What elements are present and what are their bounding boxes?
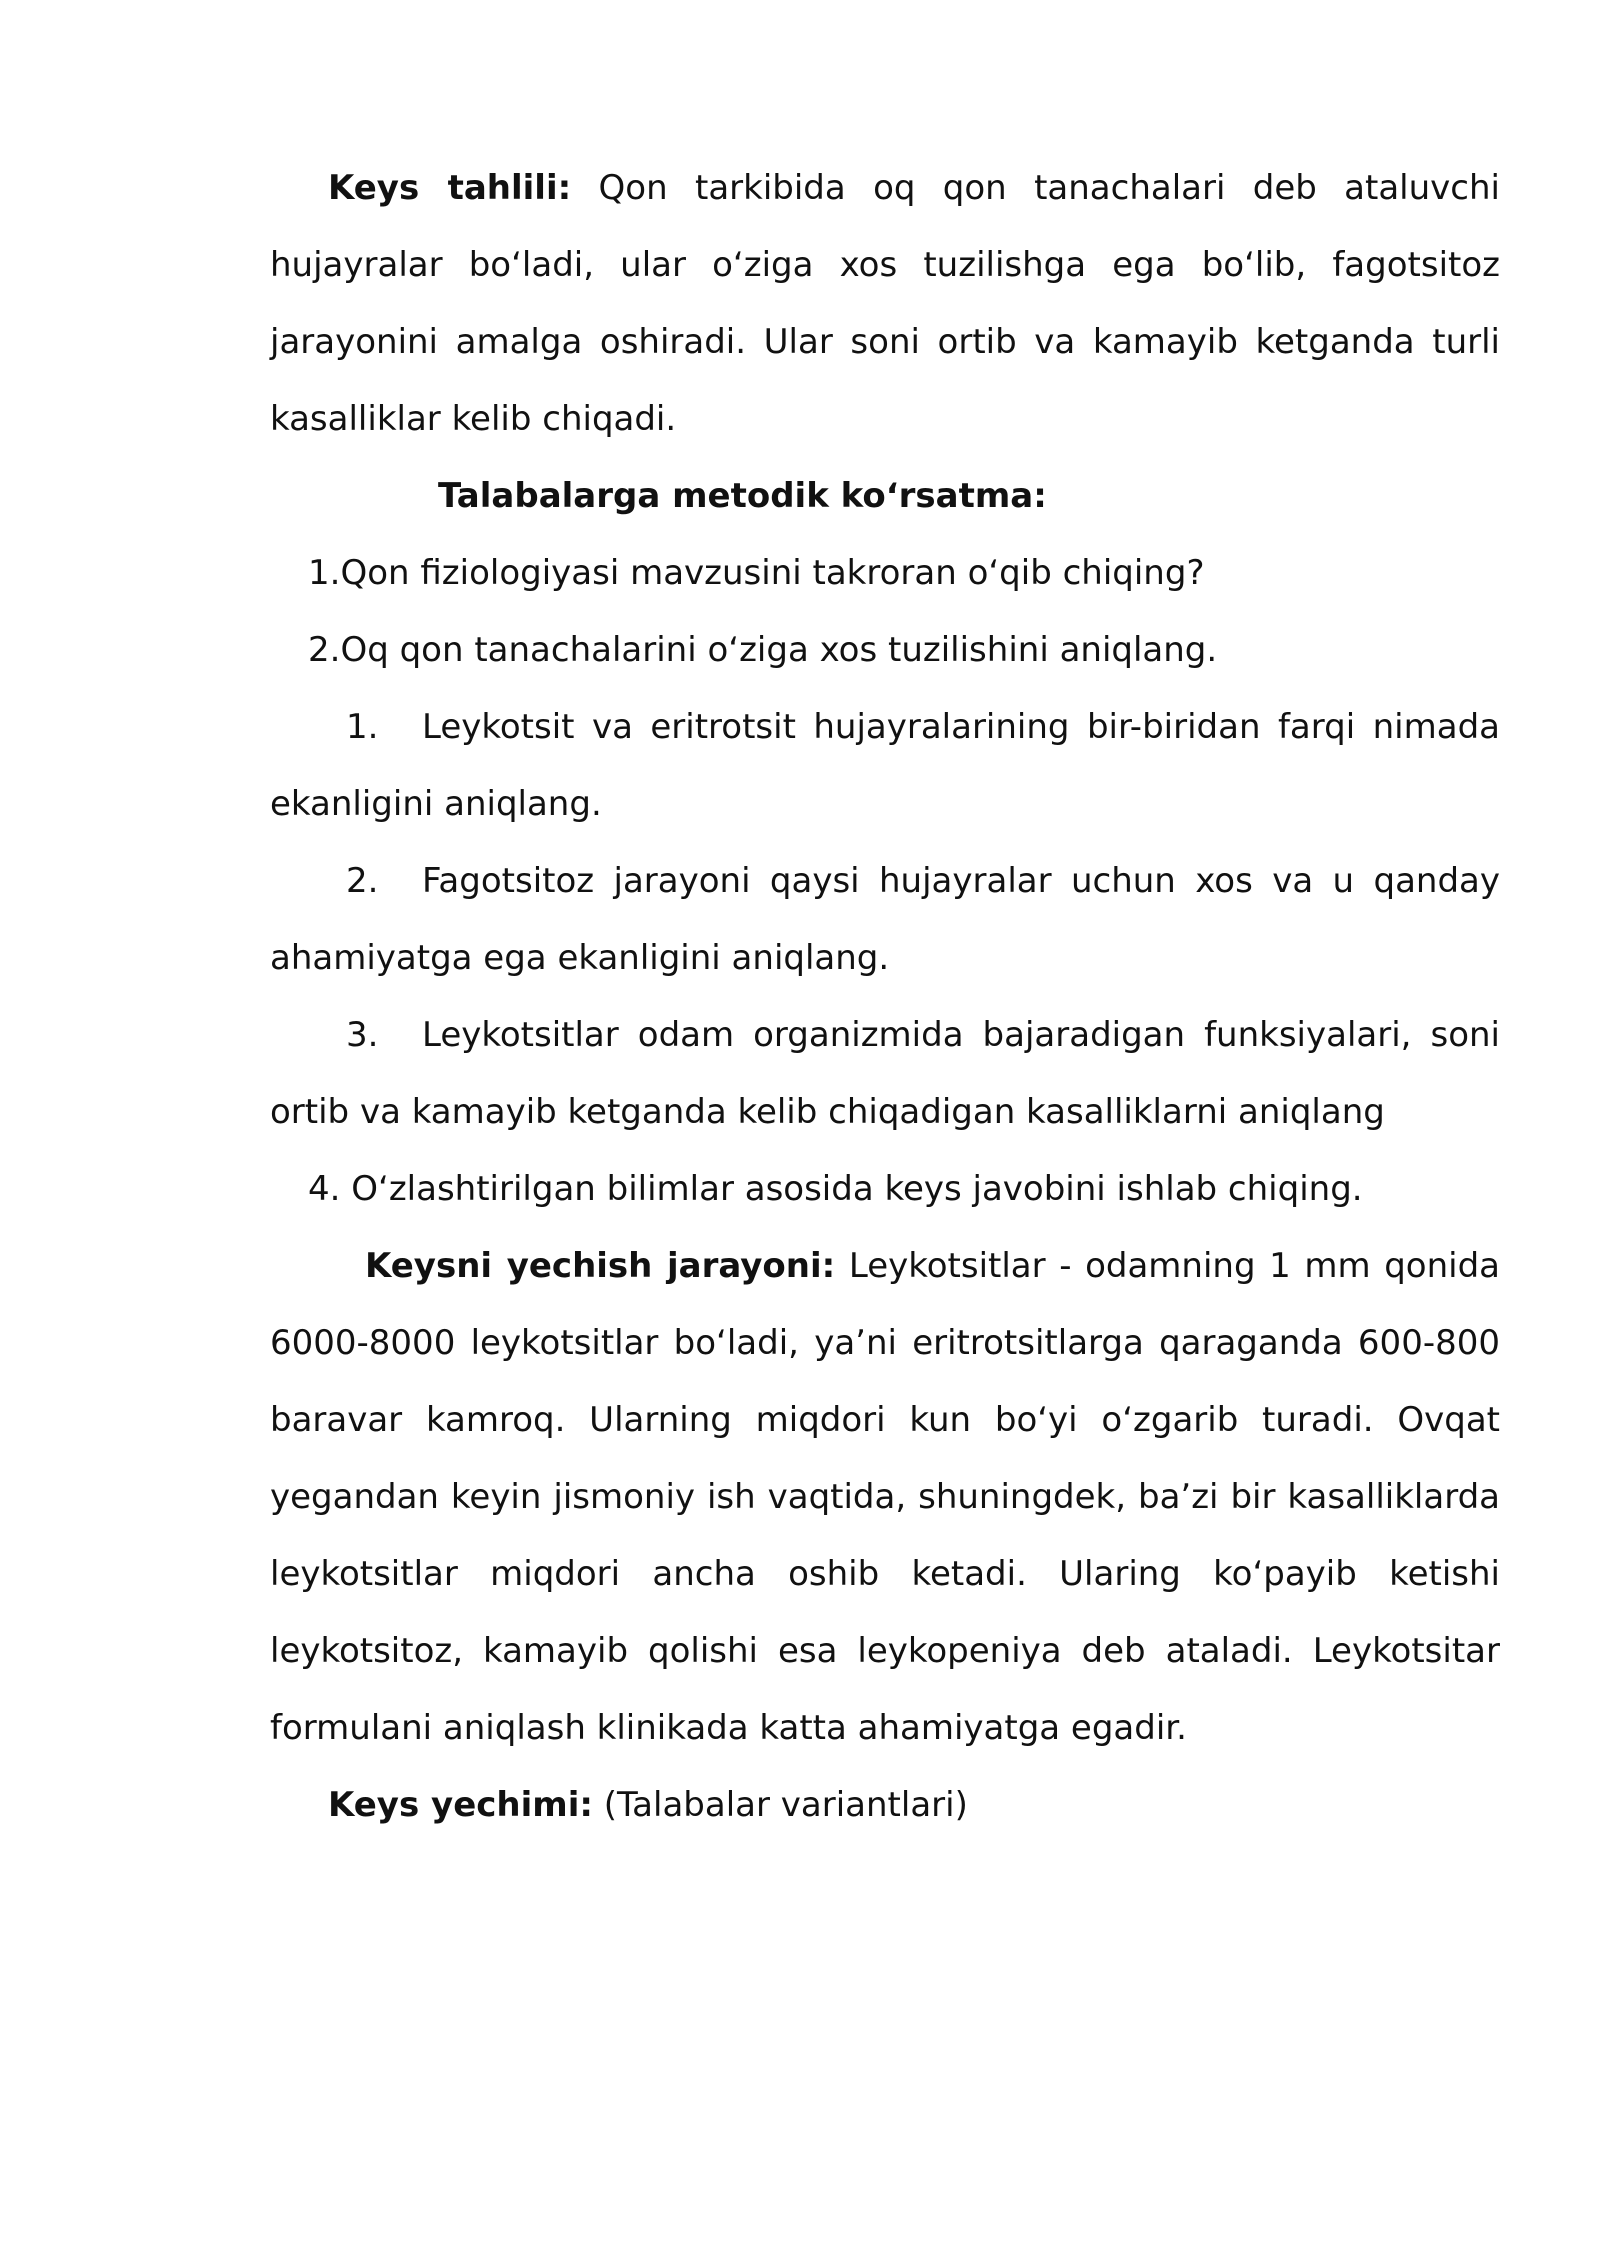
solution-process-paragraph [270, 1228, 1500, 1767]
guidance-heading: Talabalarga metodik ko‘rsatma: [438, 476, 1047, 516]
case-solution-text: (Talabalar variantlari) [603, 1785, 968, 1825]
document-page [270, 150, 1500, 1844]
numbered-item-number: 3. [346, 1015, 379, 1055]
numbered-item-number: 1. [346, 707, 379, 747]
case-analysis-text: Qon tarkibida oq qon tanachalari deb ataluvchi hujayralar bo‘ladi, ular o‘ziga xos tuzilishga ega bo‘lib, fagotsitoz jarayonini amalga oshiradi. Ular soni ortib va kamayib ketganda turli kasalliklar kelib chiqadi. [270, 168, 1500, 439]
numbered-item-text: Leykotsitlar odam organizmida bajaradigan funksiyalari, soni ortib va kamayib ketganda kelib chiqadigan kasalliklarni aniqlang [270, 1015, 1500, 1132]
guidance-item-2: 2.Oq qon tanachalarini o‘ziga xos tuzilishini aniqlang. [308, 630, 1218, 670]
case-solution-label: Keys yechimi: [328, 1785, 593, 1825]
numbered-item-number: 2. [346, 861, 379, 901]
numbered-item-text: Fagotsitoz jarayoni qaysi hujayralar uchun xos va u qanday ahamiyatga ega ekanligini aniqlang. [270, 861, 1500, 978]
numbered-item-1 [270, 689, 1500, 843]
numbered-item-3 [270, 997, 1500, 1151]
case-analysis-label: Keys tahlili: [328, 168, 572, 208]
numbered-item-2 [270, 843, 1500, 997]
solution-process-label: Keysni yechish jarayoni: [365, 1246, 836, 1286]
case-analysis-paragraph [270, 150, 1500, 458]
guidance-item-4: 4. O‘zlashtirilgan bilimlar asosida keys javobini ishlab chiqing. [308, 1169, 1363, 1209]
guidance-item-1: 1.Qon fiziologiyasi mavzusini takroran o‘qib chiqing? [308, 553, 1205, 593]
case-solution-paragraph [270, 1767, 1500, 1844]
numbered-item-text: Leykotsit va eritrotsit hujayralarining bir-biridan farqi nimada ekanligini aniqlang. [270, 707, 1500, 824]
solution-process-text: Leykotsitlar - odamning 1 mm qonida 6000-8000 leykotsitlar bo‘ladi, ya’ni eritrotsitlarga qaraganda 600-800 baravar kamroq. Ularning miqdori kun bo‘yi o‘zgarib turadi. Ovqat yegandan keyin jismoniy ish vaqtida, shuningdek, ba’zi bir kasalliklarda leykotsitlar miqdori ancha oshib ketadi. Ularing ko‘payib ketishi leykotsitoz, kamayib qolishi esa leykopeniya deb ataladi. Leykotsitar formulani aniqlash klinikada katta ahamiyatga egadir. [270, 1246, 1500, 1748]
